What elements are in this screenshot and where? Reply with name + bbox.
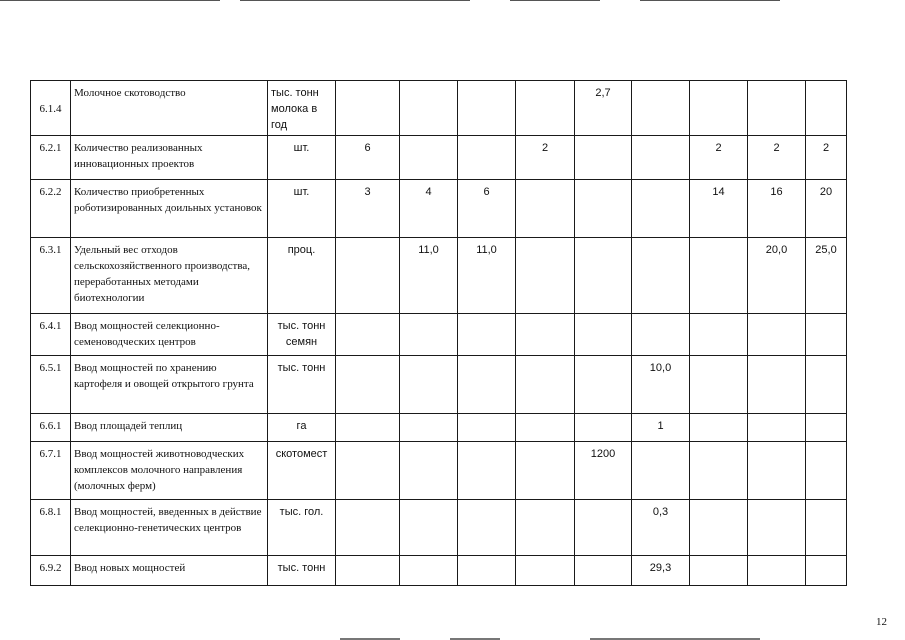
row-value-cell [575, 356, 632, 414]
row-indicator-name: Ввод новых мощностей [71, 556, 268, 586]
row-value-cell [516, 500, 575, 556]
scan-edge-line [510, 0, 600, 1]
table-row [31, 442, 847, 500]
row-unit: проц. [268, 238, 336, 314]
row-value-cell [575, 136, 632, 180]
row-value-cell [516, 314, 575, 356]
row-value-cell [632, 180, 690, 238]
row-value-cell: 6 [458, 180, 516, 238]
row-value-cell [690, 238, 748, 314]
row-value-cell: 29,3 [632, 556, 690, 586]
row-value-cell [575, 238, 632, 314]
row-value-cell [575, 556, 632, 586]
row-value-cell [400, 414, 458, 442]
row-indicator-name: Количество приобретенных роботизированных доильных установок [71, 180, 268, 238]
row-value-cell [806, 556, 847, 586]
row-value-cell [336, 238, 400, 314]
row-value-cell [748, 356, 806, 414]
row-value-cell [458, 500, 516, 556]
scan-edge-line [0, 0, 220, 1]
row-value-cell: 6 [336, 136, 400, 180]
table-row [31, 356, 847, 414]
row-value-cell: 20 [806, 180, 847, 238]
row-unit: шт. [268, 136, 336, 180]
row-value-cell [336, 500, 400, 556]
row-value-cell: 2 [516, 136, 575, 180]
row-value-cell: 25,0 [806, 238, 847, 314]
table-body [31, 81, 847, 586]
row-code: 6.3.1 [31, 238, 71, 314]
scan-edge-line [240, 0, 470, 1]
row-value-cell [632, 81, 690, 136]
row-unit: тыс. тонн [268, 356, 336, 414]
row-value-cell [575, 180, 632, 238]
row-value-cell [336, 556, 400, 586]
row-indicator-name: Молочное скотоводство [71, 81, 268, 136]
table-row [31, 136, 847, 180]
row-value-cell [336, 81, 400, 136]
row-value-cell [806, 314, 847, 356]
row-indicator-name: Ввод площадей теплиц [71, 414, 268, 442]
row-value-cell [748, 81, 806, 136]
row-value-cell [336, 414, 400, 442]
row-code: 6.5.1 [31, 356, 71, 414]
row-value-cell [516, 238, 575, 314]
row-value-cell [690, 81, 748, 136]
row-unit: скотомест [268, 442, 336, 500]
row-value-cell [748, 442, 806, 500]
row-value-cell: 2 [690, 136, 748, 180]
row-value-cell [400, 136, 458, 180]
row-value-cell [400, 314, 458, 356]
row-value-cell [748, 414, 806, 442]
row-value-cell [632, 314, 690, 356]
row-value-cell [748, 556, 806, 586]
row-value-cell: 14 [690, 180, 748, 238]
indicators-table [30, 80, 847, 586]
row-value-cell [748, 314, 806, 356]
row-value-cell [336, 356, 400, 414]
row-value-cell [632, 136, 690, 180]
table-row [31, 414, 847, 442]
table-row [31, 500, 847, 556]
row-code: 6.9.2 [31, 556, 71, 586]
row-value-cell [632, 442, 690, 500]
row-value-cell [336, 314, 400, 356]
row-value-cell [575, 500, 632, 556]
row-value-cell [458, 356, 516, 414]
row-value-cell [806, 81, 847, 136]
scan-edge-line [640, 0, 780, 1]
row-value-cell [575, 414, 632, 442]
table-row [31, 180, 847, 238]
row-value-cell: 2,7 [575, 81, 632, 136]
row-value-cell [516, 81, 575, 136]
row-value-cell [458, 314, 516, 356]
row-unit: тыс. тонн семян [268, 314, 336, 356]
row-code: 6.2.2 [31, 180, 71, 238]
page-number: 12 [876, 616, 887, 628]
row-unit: тыс. тонн [268, 556, 336, 586]
row-value-cell [806, 356, 847, 414]
row-value-cell [690, 414, 748, 442]
row-value-cell [748, 500, 806, 556]
row-indicator-name: Ввод мощностей, введенных в действие селекционно-генетических центров [71, 500, 268, 556]
row-code: 6.8.1 [31, 500, 71, 556]
row-unit: шт. [268, 180, 336, 238]
row-value-cell: 3 [336, 180, 400, 238]
row-value-cell [806, 414, 847, 442]
row-value-cell [690, 500, 748, 556]
row-value-cell [458, 556, 516, 586]
row-value-cell [690, 556, 748, 586]
row-unit: тыс. гол. [268, 500, 336, 556]
row-value-cell [400, 81, 458, 136]
row-value-cell [516, 414, 575, 442]
row-value-cell: 20,0 [748, 238, 806, 314]
row-value-cell [806, 500, 847, 556]
row-code: 6.1.4 [31, 81, 71, 136]
row-unit: га [268, 414, 336, 442]
table-row [31, 314, 847, 356]
row-value-cell [516, 442, 575, 500]
row-value-cell [690, 442, 748, 500]
row-value-cell [400, 556, 458, 586]
row-value-cell [458, 414, 516, 442]
row-indicator-name: Удельный вес отходов сельскохозяйственного производства, переработанных методами биотехнологии [71, 238, 268, 314]
row-value-cell: 0,3 [632, 500, 690, 556]
row-value-cell [575, 314, 632, 356]
row-value-cell [400, 442, 458, 500]
row-indicator-name: Ввод мощностей по хранению картофеля и овощей открытого грунта [71, 356, 268, 414]
table-row [31, 556, 847, 586]
row-value-cell [458, 442, 516, 500]
row-value-cell [458, 136, 516, 180]
row-value-cell: 10,0 [632, 356, 690, 414]
row-value-cell: 4 [400, 180, 458, 238]
row-indicator-name: Ввод мощностей селекционно-семеноводческих центров [71, 314, 268, 356]
row-value-cell: 2 [806, 136, 847, 180]
row-value-cell [806, 442, 847, 500]
row-value-cell [458, 81, 516, 136]
row-unit: тыс. тонн молока в год [268, 81, 336, 136]
row-code: 6.7.1 [31, 442, 71, 500]
table-row [31, 238, 847, 314]
row-value-cell [400, 500, 458, 556]
row-code: 6.6.1 [31, 414, 71, 442]
row-code: 6.2.1 [31, 136, 71, 180]
row-value-cell [516, 180, 575, 238]
row-value-cell: 2 [748, 136, 806, 180]
row-indicator-name: Количество реализованных инновационных проектов [71, 136, 268, 180]
row-value-cell [336, 442, 400, 500]
row-value-cell: 16 [748, 180, 806, 238]
row-value-cell [632, 238, 690, 314]
row-value-cell [690, 356, 748, 414]
row-indicator-name: Ввод мощностей животноводческих комплексов молочного направления (молочных ферм) [71, 442, 268, 500]
row-value-cell: 1200 [575, 442, 632, 500]
row-value-cell: 11,0 [458, 238, 516, 314]
row-value-cell [400, 356, 458, 414]
row-value-cell [516, 356, 575, 414]
row-code: 6.4.1 [31, 314, 71, 356]
row-value-cell: 11,0 [400, 238, 458, 314]
row-value-cell [690, 314, 748, 356]
row-value-cell: 1 [632, 414, 690, 442]
row-value-cell [516, 556, 575, 586]
table-row [31, 81, 847, 136]
